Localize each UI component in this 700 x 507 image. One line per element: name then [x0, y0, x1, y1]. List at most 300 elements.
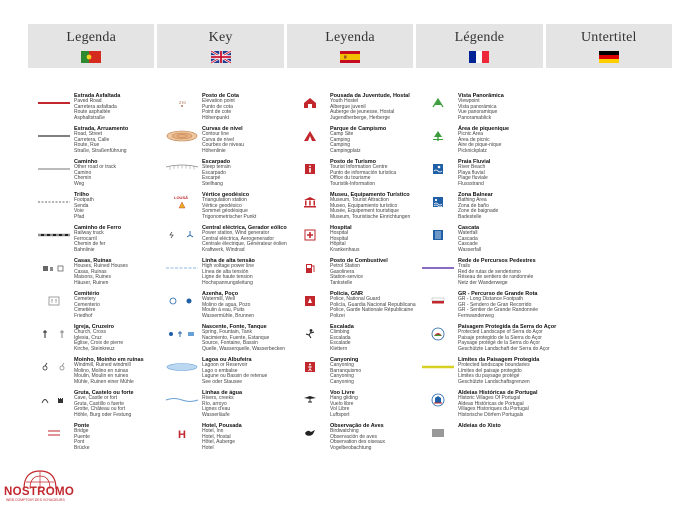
legend-title: Linha de alta tensão: [202, 258, 255, 264]
legend-line: Vue panoramique: [458, 109, 498, 116]
legend-title: Estrada Asfaltada: [74, 93, 121, 99]
tourist-info-icon: [304, 163, 316, 175]
legend-entry: [162, 324, 290, 357]
cemetery-icon: [48, 296, 60, 306]
protected-boundary-line-icon: [422, 365, 454, 369]
power-line-icon: [166, 266, 198, 270]
legend-line: Trails: [458, 263, 471, 270]
legend-line: Spring, Fountain, Tank: [202, 329, 252, 336]
youth-hostel-icon: [303, 97, 317, 109]
legend-line: Weg: [74, 180, 85, 187]
legend-line: Watermill, Well: [202, 296, 236, 303]
legend-line: Triangulation station: [202, 197, 247, 204]
legend-line: Canyoning: [330, 362, 354, 369]
legend-entry: [162, 126, 290, 159]
legend-line: Vogelbeobachtung: [330, 444, 372, 451]
legend-line: Museum, Tourist Attraction: [330, 197, 389, 204]
legend-line: Cascada: [458, 235, 478, 242]
svg-text:270: 270: [179, 100, 186, 105]
legend-line: Moulin, Moulin en ruines: [74, 373, 129, 380]
nostromo-logo: [4, 468, 78, 502]
legend-title: Praia Fluvial: [458, 159, 491, 165]
legend-line: Bahnlinie: [74, 246, 95, 253]
ruins-icon: [41, 263, 67, 273]
legend-line: Viewpoint: [458, 98, 480, 105]
legend-line: Camping: [330, 136, 351, 143]
header-title: Key: [208, 30, 233, 45]
legend-line: Escarpado: [202, 169, 226, 176]
legend-entry: [34, 126, 162, 159]
legend-line: Vol Libre: [330, 406, 350, 413]
watermill-icon: [168, 296, 196, 306]
windmill-icon: [40, 362, 68, 372]
legend-line: Cementerio: [74, 301, 100, 308]
legend-line: Museum, Touristische Einrichtungen: [330, 213, 411, 220]
schist-village-icon: [431, 427, 445, 439]
legend-line: Hôtel, Auberge: [202, 439, 236, 446]
legend-line: Lagoon or Reservoir: [202, 362, 248, 369]
petrol-station-icon: [304, 262, 316, 274]
legend-title: Hospital: [330, 225, 352, 231]
legend-line: Asphaltstraße: [74, 114, 105, 121]
legend-line: Plage fluviale: [458, 175, 488, 182]
bridge-icon: [47, 429, 61, 437]
legend-line: Vista panorámica: [458, 103, 497, 110]
legend-title: Cemitério: [74, 291, 100, 297]
legend-line: Bathing Area: [458, 197, 487, 204]
legend-entry: [418, 357, 546, 390]
legend-title: Caminho: [74, 159, 98, 165]
legend-line: Friedhof: [74, 312, 93, 319]
legend-line: Límites del paisaje protegido: [458, 367, 522, 374]
legend-column-services: [290, 93, 418, 456]
legend-line: Steep terrain: [202, 164, 231, 171]
legend-line: Brücke: [74, 444, 90, 451]
legend-entry: [290, 93, 418, 126]
legend-entry: [418, 126, 546, 159]
legend-line: Straße, Straßenführung: [74, 147, 127, 154]
legend-line: Observación de aves: [330, 433, 377, 440]
legend-line: Cascade: [458, 241, 478, 248]
legend-line: Höhenpunkt: [202, 114, 229, 121]
header-bar: [28, 24, 672, 68]
header-german: [546, 24, 672, 68]
legend-line: Carretera asfaltada: [74, 103, 117, 110]
legend-title: Museu, Equipamento Turístico: [330, 192, 410, 198]
legend-line: Badestelle: [458, 213, 482, 220]
unpaved-road-line-icon: [38, 167, 70, 171]
legend-line: Gruta, Castillo o fuerte: [74, 400, 125, 407]
header-spanish: [287, 24, 413, 68]
river-beach-icon: [432, 163, 444, 175]
legend-line: Lago o embalse: [202, 367, 238, 374]
legend-line: Réseau de sentiers de randonnée: [458, 274, 534, 281]
legend-line: Netz der Wanderwege: [458, 279, 508, 286]
legend-title: GR - Percurso de Grande Rota: [458, 291, 538, 297]
legend-line: Escalade: [330, 340, 351, 347]
legend-title: Vista Panorâmica: [458, 93, 504, 99]
legend-entry: [290, 390, 418, 423]
spain-flag-icon: [340, 51, 360, 63]
legend-title: Área de piquenique: [458, 126, 510, 132]
power-station-icon: [168, 230, 196, 240]
legend-line: Maisons, Ruines: [74, 274, 111, 281]
legend-title: Limites da Paisagem Protegida: [458, 357, 540, 363]
hospital-icon: [304, 229, 316, 241]
legend-title: Nascente, Fonte, Tanque: [202, 324, 267, 330]
legend-line: Curva de nivel: [202, 136, 234, 143]
legend-title: Casas, Ruínas: [74, 258, 112, 264]
legend-entry: [418, 291, 546, 324]
legend-line: Puente: [74, 433, 90, 440]
legend-line: Station-service: [330, 274, 364, 281]
legend-entry: [162, 93, 290, 126]
legend-line: Chemin: [74, 175, 92, 182]
spring-icon: [167, 329, 197, 339]
legend-line: Hôpital: [330, 241, 346, 248]
legend-entry: [290, 225, 418, 258]
legend-line: Zona de baño: [458, 202, 489, 209]
climbing-icon: [304, 328, 316, 340]
legend-line: Kraftwerk, Windrad: [202, 246, 245, 253]
legend-line: Iglesia, Cruz: [74, 334, 102, 341]
svg-text:H: H: [178, 429, 186, 441]
legend-line: See oder Stausee: [202, 378, 243, 385]
legend-line: Cimetière: [74, 307, 96, 314]
logo-name: NOSTROMO: [4, 486, 75, 498]
legend-line: Courbes de niveau: [202, 142, 244, 149]
legend-line: Krankenhaus: [330, 246, 360, 253]
legend-line: Police, Garde Nationale Républicaine: [330, 307, 414, 314]
legend-title: Gruta, Castelo ou forte: [74, 390, 134, 396]
protected-landscape-icon: [431, 327, 445, 341]
legend-line: Pont: [74, 439, 85, 446]
elevation-point-icon: [174, 98, 190, 108]
legend-line: Villages Historiques du Portugal: [458, 406, 529, 413]
legend-line: Zone de baignade: [458, 208, 499, 215]
header-portuguese: [28, 24, 154, 68]
legend-line: Wassermühle, Brunnen: [202, 312, 255, 319]
legend-line: Steilhang: [202, 180, 223, 187]
legend-line: Barranquismo: [330, 367, 362, 374]
legend-line: Polizei: [330, 312, 345, 319]
legend-line: Tourist Information Centre: [330, 164, 388, 171]
france-flag-icon: [469, 51, 489, 63]
legend-entry: [290, 423, 418, 456]
bathing-area-icon: [432, 196, 444, 208]
legend-line: Mühle, Ruinen einer Mühle: [74, 378, 134, 385]
legend-line: Aire de pique-nique: [458, 142, 502, 149]
legend-line: Limites du paysage protégé: [458, 373, 520, 380]
canyoning-icon: [304, 361, 316, 373]
legend-line: Punto de cota: [202, 103, 233, 110]
road-line-icon: [38, 134, 70, 138]
legend-title: Caminho de Ferro: [74, 225, 122, 231]
legend-entry: [162, 357, 290, 390]
legend-line: Gasolinera: [330, 268, 355, 275]
legend-line: Luftsport: [330, 411, 350, 418]
legend-entry: [418, 258, 546, 291]
legend-entry: [162, 423, 290, 456]
legend-line: Hochspannungsleitung: [202, 279, 253, 286]
trig-label: LOUSÃ: [174, 195, 188, 200]
legend-line: Höhle, Burg oder Festung: [74, 411, 132, 418]
legend-title: Aldeias do Xisto: [458, 423, 501, 429]
legend-title: Estrada, Arruamento: [74, 126, 129, 132]
legend-line: Canyoning: [330, 378, 354, 385]
legend-line: Geschützte Landschaftsgrenzen: [458, 378, 530, 385]
police-icon: [304, 295, 316, 307]
legend-title: Observação de Aves: [330, 423, 384, 429]
legend-title: Posto de Turismo: [330, 159, 377, 165]
legend-entry: [34, 93, 162, 126]
legend-entry: [162, 291, 290, 324]
legend-entry: [290, 357, 418, 390]
legend-line: Contour line: [202, 131, 229, 138]
legend-line: Église, Croix de pierre: [74, 340, 124, 347]
legend-line: Elevation point: [202, 98, 235, 105]
legend-line: River Beach: [458, 164, 486, 171]
logo-subtitle: WEB COMPTOIR DES VOYAGEURS: [6, 498, 65, 502]
legend-line: Moulin à eau, Puits: [202, 307, 245, 314]
legend-entry: [162, 258, 290, 291]
legend-title: Zona Balnear: [458, 192, 493, 198]
legend-line: Chemin de fer: [74, 241, 106, 248]
legend-line: Häuser, Ruinen: [74, 279, 109, 286]
trail-network-line-icon: [422, 266, 454, 270]
legend-title: Igreja, Cruzeiro: [74, 324, 115, 330]
legend-entry: [418, 225, 546, 258]
legend-line: Ligne de haute tension: [202, 274, 253, 281]
legend-line: Railway track: [74, 230, 104, 237]
legend-entry: [162, 192, 290, 225]
legend-line: Hang gliding: [330, 395, 358, 402]
legend-line: Touristik-Information: [330, 180, 376, 187]
legend-entry: [418, 159, 546, 192]
legend-title: Polícia, GNR: [330, 291, 364, 297]
legend-line: Cave, Castle or fort: [74, 395, 118, 402]
legend-line: Wasserfall: [458, 246, 482, 253]
legend-line: Hospital: [330, 235, 349, 242]
legend-line: Policía, Guardia Nacional Republicana: [330, 301, 416, 308]
hotel-icon: [176, 427, 188, 439]
legend-line: Flussstrand: [458, 180, 484, 187]
legend-line: Footpath: [74, 197, 94, 204]
legend-title: Posto de Cota: [202, 93, 239, 99]
bird-watching-icon: [303, 427, 317, 439]
legend-column-roads: [34, 93, 162, 456]
legend-line: Vuelo libre: [330, 400, 354, 407]
legend-line: Red de rutas de senderismo: [458, 268, 521, 275]
legend-entry: [290, 324, 418, 357]
legend-title: Canyoning: [330, 357, 359, 363]
legend-line: Jugendherberge, Herberge: [330, 114, 391, 121]
legend-title: Escalada: [330, 324, 354, 330]
legend-line: Cemetery: [74, 296, 96, 303]
trig-point-icon: [172, 194, 192, 210]
legend-line: Río, arroyo: [202, 400, 227, 407]
legend-line: Paisaje protegido de la Sierra do Açor: [458, 334, 542, 341]
legend-line: Office du tourisme: [330, 175, 371, 182]
legend-line: Ferrocarril: [74, 235, 97, 242]
legend-line: Paved Road: [74, 98, 102, 105]
campsite-icon: [303, 130, 317, 142]
legend-line: Other road or track: [74, 164, 116, 171]
germany-flag-icon: [599, 51, 619, 63]
legend-line: High voltage power line: [202, 263, 254, 270]
legend-line: Police, National Guard: [330, 296, 381, 303]
legend-title: Vértice geodésico: [202, 192, 250, 198]
legend-title: Moinho, Moinho em ruínas: [74, 357, 144, 363]
railway-line-icon: [38, 233, 70, 237]
legend-line: Centrale électrique, Générateur éolien: [202, 241, 287, 248]
legend-line: Hospital: [330, 230, 349, 237]
legend-line: Quelle, Wasserquelle, Wasserbecken: [202, 345, 285, 352]
legend-line: Camp Site: [330, 131, 354, 138]
legend-entry: [418, 93, 546, 126]
legend-line: Protected Landscape of Serra do Açor: [458, 329, 543, 336]
legend-line: Campingplatz: [330, 147, 361, 154]
legend-title: Parque de Campismo: [330, 126, 387, 132]
legend-line: Klettern: [330, 345, 348, 352]
header-title: Légende: [454, 30, 505, 45]
legend-line: Houses, Ruined Houses: [74, 263, 128, 270]
legend-line: Panoramablick: [458, 114, 492, 121]
legend-line: Birdwatching: [330, 428, 359, 435]
legend-line: Hotel, Hostal: [202, 433, 231, 440]
legend-line: Molino, Molino en ruinas: [74, 367, 129, 374]
legend-entry: [162, 390, 290, 423]
legend-entry: [34, 258, 162, 291]
legend-title: Voo Livre: [330, 390, 355, 396]
legend-line: Lagune ou Bassin de retenue: [202, 373, 268, 380]
legend-line: Punto de información turística: [330, 169, 397, 176]
legend-title: Curvas de nível: [202, 126, 243, 132]
legend-line: Observation des oiseaux: [330, 439, 386, 446]
museum-icon: [303, 196, 317, 208]
uk-flag-icon: [211, 51, 231, 63]
legend-entry: [290, 126, 418, 159]
legend-title: Posto de Combustível: [330, 258, 388, 264]
legend-entry: [290, 192, 418, 225]
legend-entry: [34, 324, 162, 357]
legend-line: Protected landscape boundaries: [458, 362, 530, 369]
legend-line: Windmill, Ruined windmill: [74, 362, 131, 369]
legend-line: Lignes d'eau: [202, 406, 231, 413]
legend-title: Cascata: [458, 225, 480, 231]
legend-line: Picnic Area: [458, 131, 484, 138]
legend-entry: [34, 192, 162, 225]
legend-line: Historic Villages Of Portugal: [458, 395, 521, 402]
river-icon: [166, 397, 198, 403]
legend-line: Área de picnic: [458, 136, 490, 143]
legend-entry: [34, 159, 162, 192]
legend-line: Source, Fontaine, Bassin: [202, 340, 258, 347]
legend-line: Paysage protégé de la Serra do Açor: [458, 340, 540, 347]
legend-entry: [162, 159, 290, 192]
legend-line: Línea de alta tensión: [202, 268, 249, 275]
legend-line: Voie: [74, 208, 84, 215]
legend-line: Escalada: [330, 334, 351, 341]
escarpment-icon: [164, 164, 200, 174]
legend-line: Youth Hostel: [330, 98, 359, 105]
legend-entry: [418, 390, 546, 423]
legend-line: Waterfall: [458, 230, 478, 237]
legend-line: Power station, Wind generator: [202, 230, 270, 237]
legend-line: Auberge de jeunesse, Hostal: [330, 109, 395, 116]
waterfall-icon: [432, 229, 444, 241]
legend-line: Hotel, Inn: [202, 428, 224, 435]
legend-title: Rede de Percursos Pedestres: [458, 258, 536, 264]
legend-title: Hotel, Pousada: [202, 423, 242, 429]
viewpoint-icon: [431, 97, 445, 109]
legend-line: Nacimiento, Fuente, Estanque: [202, 334, 270, 341]
legend-line: Petrol Station: [330, 263, 361, 270]
legend-column-leisure: [418, 93, 557, 456]
historic-village-icon: [431, 393, 445, 407]
legend-line: Aldeas Históricas de Portugal: [458, 400, 524, 407]
legend-column-terrain: [162, 93, 290, 456]
header-title: Leyenda: [325, 30, 375, 45]
hang-gliding-icon: [303, 394, 317, 406]
legend-line: Musée, Equipement touristique: [330, 208, 399, 215]
legend-title: Trilho: [74, 192, 89, 198]
legend-line: Geschützte Landschaft der Serra do Açor: [458, 345, 550, 352]
legend-entry: [34, 291, 162, 324]
legend-line: Climbing: [330, 329, 350, 336]
gr-route-line-icon: [431, 296, 445, 306]
legend-line: Central eléctrica, Aerogenerador: [202, 235, 274, 242]
legend-entry: [418, 423, 546, 456]
legend-title: Central eléctrica, Gerador eólico: [202, 225, 287, 231]
legend-entry: [418, 324, 557, 357]
legend-line: Escarpé: [202, 175, 221, 182]
legend-line: Albergue juvenil: [330, 103, 366, 110]
legend-title: Azenha, Poço: [202, 291, 239, 297]
legend-title: Linhas de água: [202, 390, 243, 396]
legend-entry: [34, 423, 162, 456]
legend-line: Grotte, Château ou fort: [74, 406, 126, 413]
legend-line: Kirche, Steinkreuz: [74, 345, 115, 352]
legend-line: Hotel: [202, 444, 214, 451]
legend-entry: [34, 390, 162, 423]
legend-line: Wasserläufe: [202, 411, 230, 418]
legend-line: Sommet géodésique: [202, 208, 248, 215]
header-title: Legenda: [66, 30, 116, 45]
header-english: [157, 24, 283, 68]
legend-entry: [290, 258, 418, 291]
legend-line: Molino de agua, Pozo: [202, 301, 251, 308]
picnic-icon: [431, 130, 445, 142]
legend-title: Lagoa ou Albufeira: [202, 357, 252, 363]
legend-line: Pfad: [74, 213, 85, 220]
cave-castle-icon: [40, 395, 68, 405]
legend-entry: [418, 192, 546, 225]
legend-title: Pousada da Juventude, Hostal: [330, 93, 410, 99]
legend-line: Bridge: [74, 428, 89, 435]
contour-icon: [165, 129, 199, 143]
legend-line: GR - Long Distance Footpath: [458, 296, 524, 303]
legend-line: Höhenlinie: [202, 147, 226, 154]
legend-line: Road, Street: [74, 131, 103, 138]
legend-line: Fernwanderweg: [458, 312, 494, 319]
legend-entry: [162, 225, 290, 258]
header-title: Untertitel: [581, 30, 637, 45]
legend-line: Tankstelle: [330, 279, 353, 286]
legend-line: Casas, Ruinas: [74, 268, 107, 275]
portugal-flag-icon: [81, 51, 101, 63]
legend-title: Ponte: [74, 423, 90, 429]
